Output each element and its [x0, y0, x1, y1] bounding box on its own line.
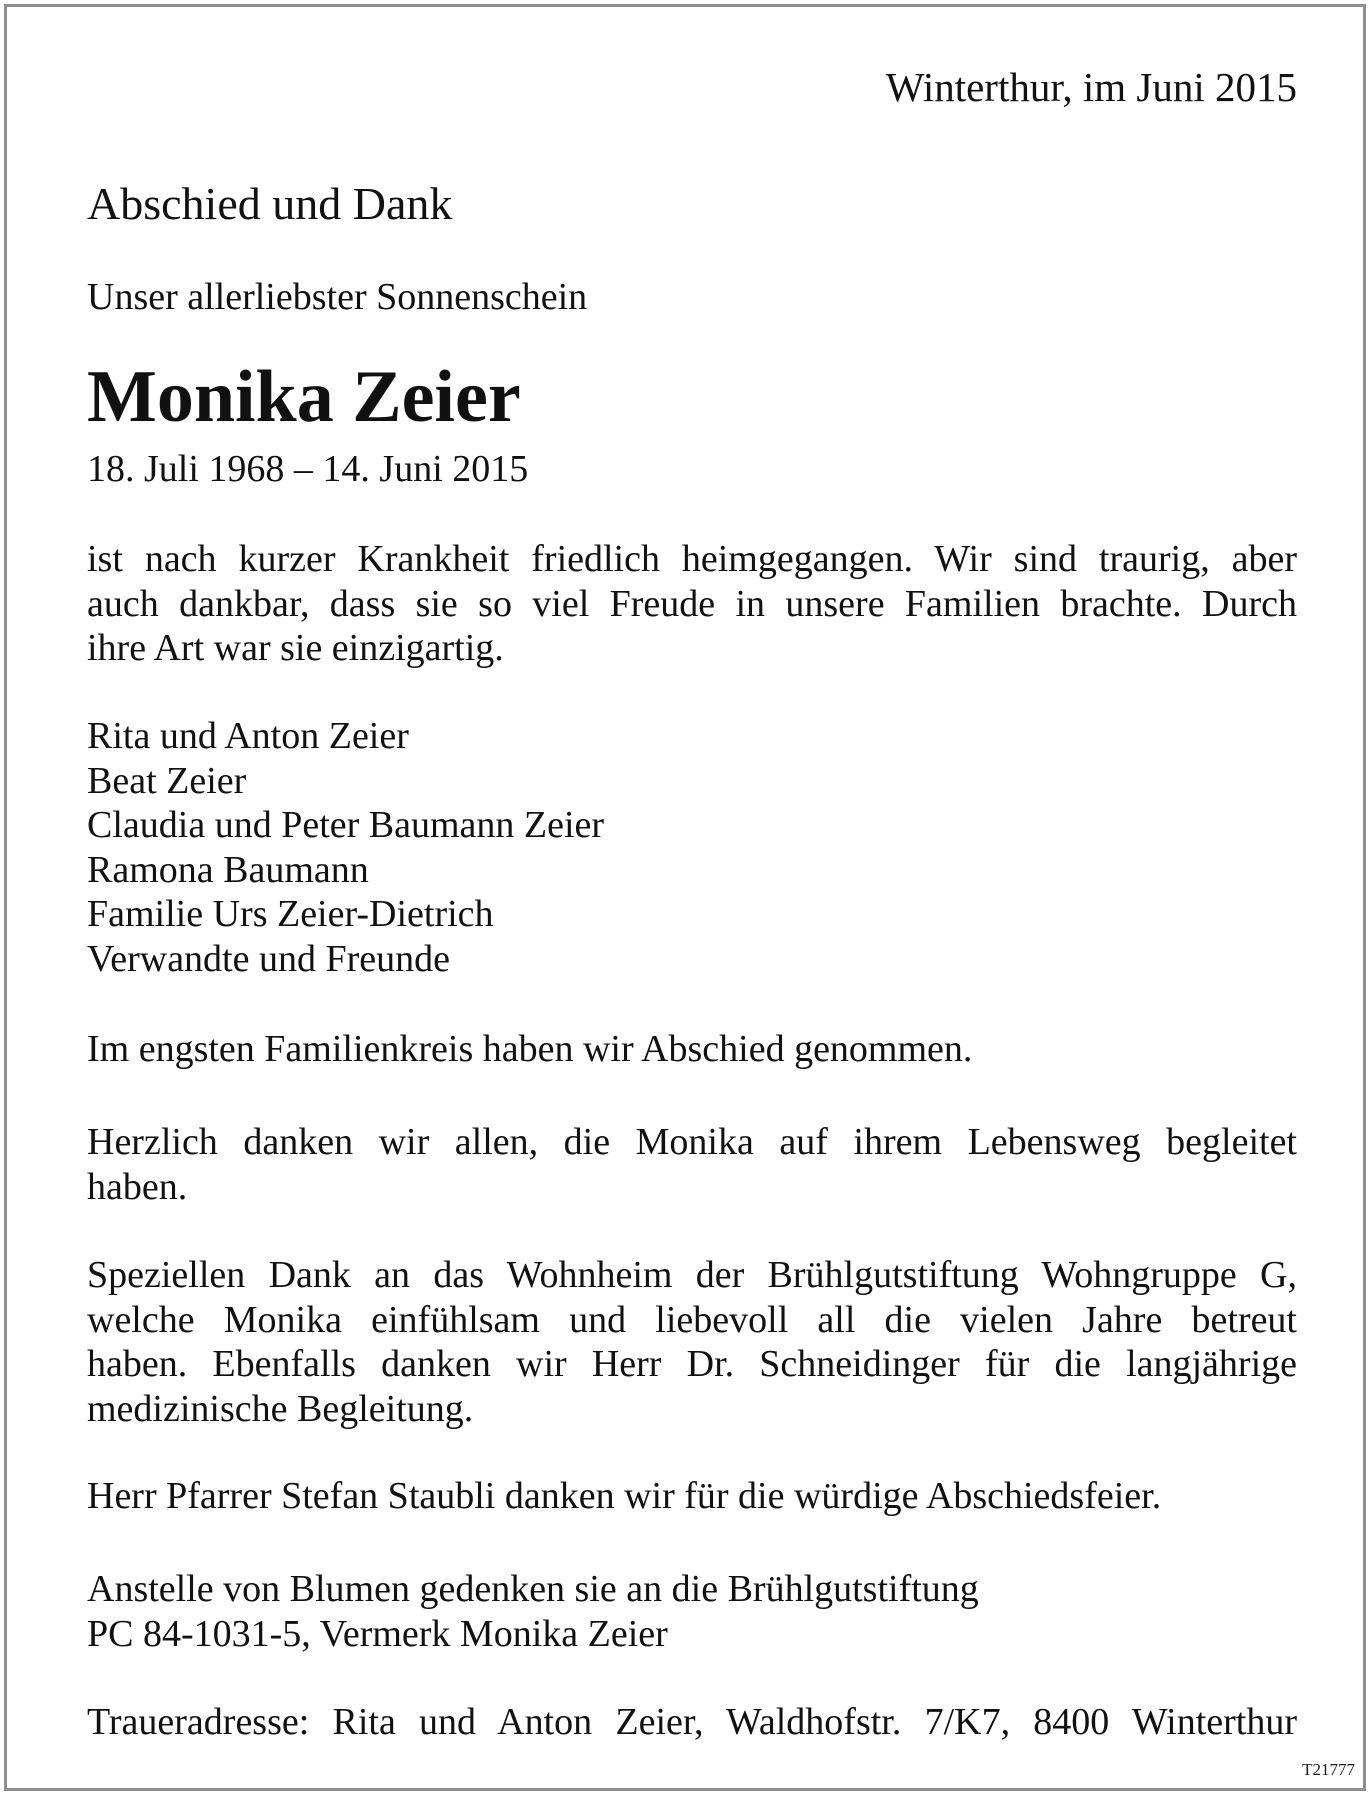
donation-paragraph	[87, 1567, 1297, 1656]
mourner: Beat Zeier	[87, 759, 247, 802]
family-circle-line: Im engsten Familienkreis haben wir Abschied genommen.	[87, 1028, 973, 1070]
address-paragraph	[87, 1700, 1297, 1745]
place-date: Winterthur, im Juni 2015	[885, 64, 1297, 110]
pastor-thanks-line: Herr Pfarrer Stefan Staubli danken wir für die würdige Abschiedsfeier.	[87, 1475, 1162, 1517]
life-dates: 18. Juli 1968 – 14. Juni 2015	[87, 448, 529, 490]
mourner: Verwandte und Freunde	[87, 937, 451, 980]
special-thanks-paragraph	[87, 1253, 1297, 1431]
address-line: Traueradresse: Rita und Anton Zeier, Waldhofstr. 7/K7, 8400 Winterthur	[87, 1701, 1297, 1743]
family-circle-paragraph	[87, 1027, 1297, 1072]
thanks-all-line: haben.	[87, 1165, 188, 1208]
special-thanks-line: welche Monika einfühlsam und liebevoll all die vielen Jahre betreut	[87, 1298, 1297, 1341]
intro-line: auch dankbar, dass sie so viel Freude in unsere Familien brachte. Durch	[87, 582, 1297, 625]
mourner: Claudia und Peter Baumann Zeier	[87, 804, 605, 846]
special-thanks-line: haben. Ebenfalls danken wir Herr Dr. Schneidinger für die langjährige	[87, 1343, 1297, 1385]
mourner: Familie Urs Zeier-Dietrich	[87, 893, 494, 935]
donation-line: PC 84-1031-5, Vermerk Monika Zeier	[87, 1612, 668, 1655]
donation-line: Anstelle von Blumen gedenken sie an die Brühlgutstiftung	[87, 1568, 979, 1610]
obituary-frame	[4, 4, 1366, 1791]
special-thanks-line: medizinische Begleitung.	[87, 1387, 474, 1430]
pastor-thanks-paragraph	[87, 1474, 1297, 1519]
intro-line: ist nach kurzer Krankheit friedlich heimgegangen. Wir sind traurig, aber	[87, 538, 1297, 580]
intro-paragraph	[87, 537, 1297, 671]
mourner: Ramona Baumann	[87, 848, 369, 891]
special-thanks-line: Speziellen Dank an das Wohnheim der Brühlgutstiftung Wohngruppe G,	[87, 1254, 1297, 1296]
reference-code: T21777	[1302, 1760, 1355, 1779]
subheading: Unser allerliebster Sonnenschein	[87, 276, 588, 318]
mourner: Rita und Anton Zeier	[87, 715, 409, 757]
thanks-all-paragraph	[87, 1120, 1297, 1209]
deceased-name: Monika Zeier	[87, 356, 521, 438]
intro-line: ihre Art war sie einzigartig.	[87, 627, 504, 669]
heading: Abschied und Dank	[87, 178, 453, 229]
thanks-all-line: Herzlich danken wir allen, die Monika auf ihrem Lebensweg begleitet	[87, 1121, 1297, 1163]
mourners-list	[87, 714, 1297, 981]
